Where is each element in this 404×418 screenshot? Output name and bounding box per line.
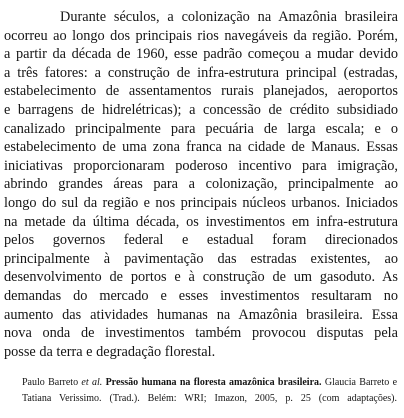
body-line: nova onda de investimentos também provocou disputas pela bbox=[4, 325, 398, 342]
body-line: estabelecimento de assentamentos rurais planejados, aeroportos bbox=[4, 83, 398, 100]
body-line: aumento das atividades humanas na Amazônia brasileira. Essa bbox=[4, 306, 398, 323]
body-line: ocorreu ao longo dos principais rios navegáveis da região. Porém, bbox=[4, 27, 398, 44]
citation-line-1 bbox=[22, 375, 397, 391]
body-line: posse da terra e degradação florestal. bbox=[4, 343, 216, 360]
citation-et-al: et al. bbox=[81, 377, 103, 388]
body-line: demandas do mercado e esses investimentos resultaram no bbox=[4, 287, 398, 304]
body-line: principalmente à pavimentação das estradas existentes, ao bbox=[4, 250, 398, 267]
citation-line-2: Tatiana Verissimo. (Trad.). Belém: WRI; Imazon, 2005, p. 25 (com adaptações). bbox=[22, 393, 397, 404]
body-line: Durante séculos, a colonização na Amazônia brasileira bbox=[60, 9, 398, 25]
body-line: iniciativas proporcionaram poderoso incentivo para imigração, bbox=[4, 157, 398, 174]
body-line: a partir da década de 1960, esse padrão começou a mudar devido bbox=[4, 46, 398, 63]
citation-translators: Glaucia Barreto e bbox=[324, 377, 398, 388]
body-line: pelos governos federal e estadual foram direcionados bbox=[4, 232, 398, 249]
citation-author: Paulo Barreto bbox=[22, 377, 79, 388]
body-line: a três fatores: a construção de infra-estrutura principal (estradas, bbox=[4, 64, 398, 81]
body-line: e barragens de hidrelétricas); a concessão de crédito subsidiado bbox=[4, 101, 398, 118]
citation-title: Pressão humana na floresta amazônica brasileira. bbox=[105, 377, 322, 388]
body-line: estabelecimento de uma zona franca na cidade de Manaus. Essas bbox=[4, 139, 398, 156]
body-line: desenvolvimento de portos e à construção de um gasoduto. As bbox=[4, 269, 398, 286]
body-line: na metade da última década, os investimentos em infra-estrutura bbox=[4, 213, 398, 230]
source-citation bbox=[22, 375, 397, 407]
body-line: longo do sul da região e nos principais núcleos urbanos. Iniciados bbox=[4, 194, 398, 211]
body-line: abrindo grandes áreas para a colonização, principalmente ao bbox=[4, 176, 398, 193]
body-line: canalizado principalmente para pecuária de larga escala; e o bbox=[4, 120, 398, 137]
main-paragraph bbox=[4, 8, 398, 361]
